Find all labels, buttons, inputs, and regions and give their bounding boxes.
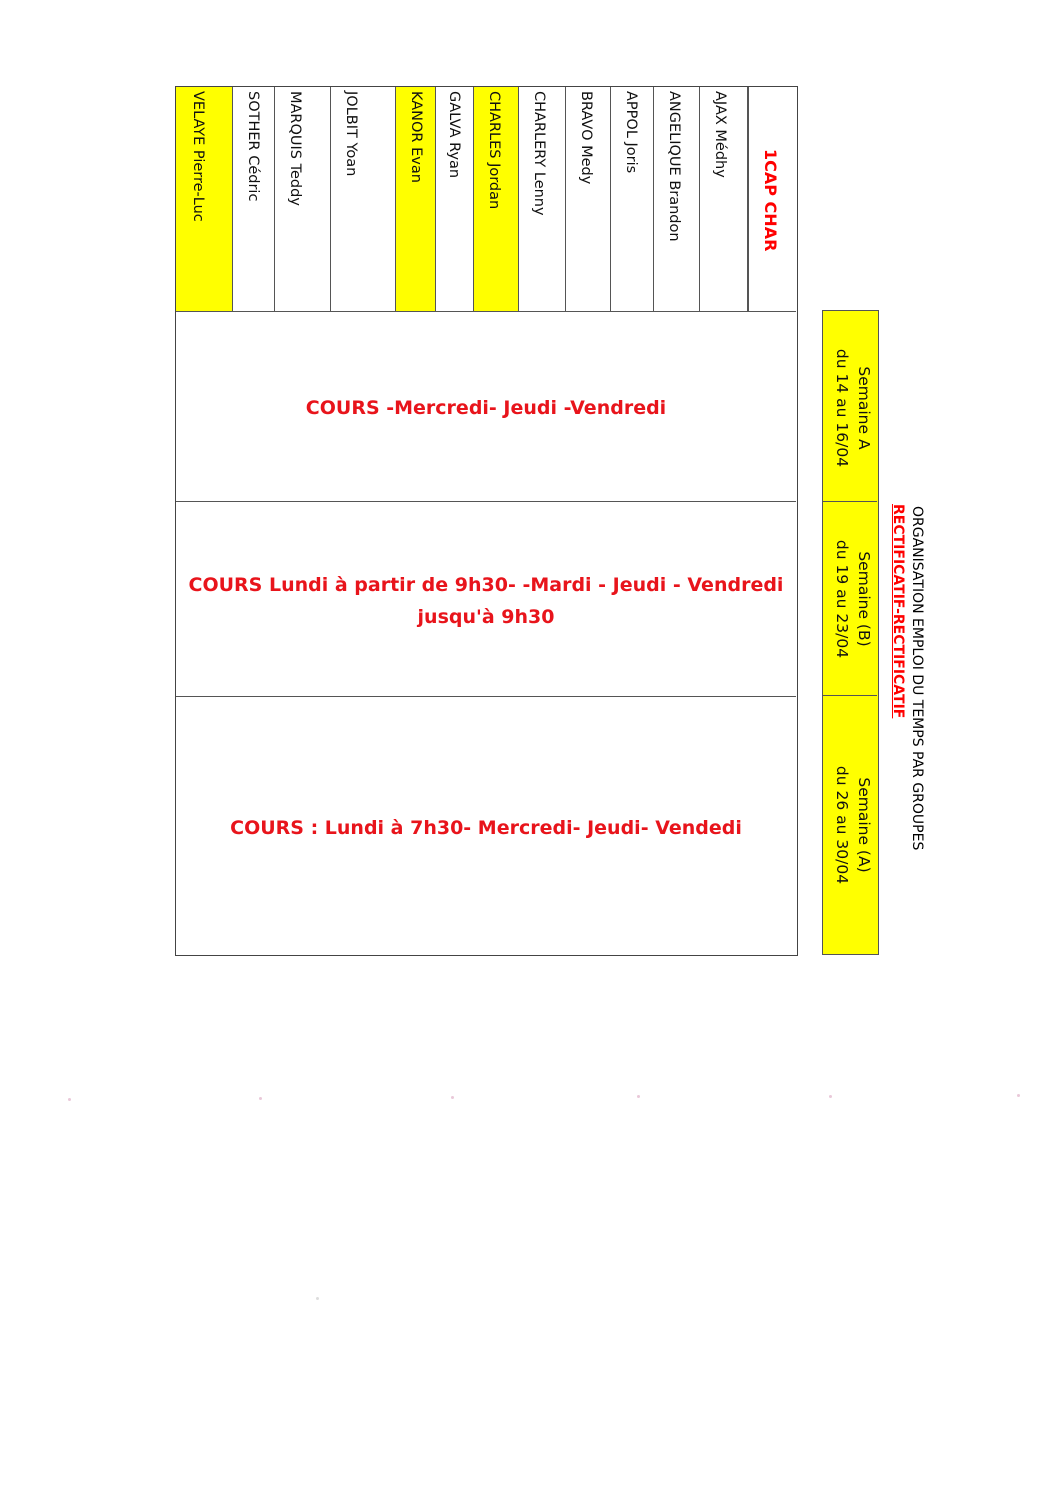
schedule-week-b-line1: COURS Lundi à partir de 9h30- -Mardi - Jeudi - Vendredi bbox=[188, 574, 784, 596]
week-b-label: Semaine (B) bbox=[855, 551, 873, 647]
week-a-dates: du 14 au 16/04 bbox=[833, 348, 851, 468]
student-cell bbox=[566, 87, 611, 311]
scan-mark bbox=[68, 1098, 71, 1101]
week-a-label: Semaine A bbox=[855, 366, 873, 450]
schedule-week-c-text: COURS : Lundi à 7h30- Mercredi- Jeudi- Vendedi bbox=[230, 817, 742, 839]
schedule-week-b bbox=[176, 569, 796, 633]
schedule-week-a-text: COURS -Mercredi- Jeudi -Vendredi bbox=[305, 397, 667, 419]
student-cell bbox=[331, 87, 396, 311]
document-subtitle: RECTIFICATIF-RECTIFICATIF bbox=[890, 504, 906, 719]
student-name: GALVA Ryan bbox=[446, 91, 462, 179]
student-cell bbox=[611, 87, 654, 311]
class-name: 1CAP CHAR bbox=[761, 149, 780, 252]
student-name: KANOR Evan bbox=[408, 91, 424, 183]
student-name: MARQUIS Teddy bbox=[287, 91, 303, 206]
student-cell bbox=[700, 87, 749, 311]
schedule-table bbox=[175, 86, 798, 956]
row-separator bbox=[176, 311, 796, 312]
student-cell bbox=[519, 87, 566, 311]
student-cell bbox=[275, 87, 331, 311]
student-name: BRAVO Medy bbox=[578, 91, 594, 185]
class-header-cell bbox=[747, 87, 797, 311]
scan-mark bbox=[829, 1095, 832, 1098]
student-name: CHARLES Jordan bbox=[486, 91, 502, 210]
student-name: SOTHER Cédric bbox=[245, 91, 261, 202]
document-title-block bbox=[880, 500, 930, 920]
student-name: JOLBIT Yoan bbox=[343, 91, 359, 177]
schedule-week-c bbox=[176, 812, 796, 844]
row-separator bbox=[176, 501, 796, 502]
student-name: CHARLERY Lenny bbox=[531, 91, 547, 216]
week-c-dates: du 26 au 30/04 bbox=[833, 765, 851, 885]
student-name: AJAX Médhy bbox=[712, 91, 728, 178]
student-cell bbox=[233, 87, 275, 311]
student-name: APPOL Joris bbox=[623, 91, 639, 174]
scan-mark bbox=[316, 1297, 319, 1300]
week-c-label: Semaine (A) bbox=[855, 777, 873, 873]
student-cell-highlighted bbox=[474, 87, 519, 311]
schedule-week-b-line2: jusqu'à 9h30 bbox=[417, 606, 555, 628]
schedule-week-a bbox=[176, 392, 796, 424]
scan-mark bbox=[259, 1097, 262, 1100]
document-title: ORGANISATION EMPLOI DU TEMPS PAR GROUPES bbox=[909, 506, 925, 851]
scan-mark bbox=[451, 1096, 454, 1099]
scan-mark bbox=[637, 1095, 640, 1098]
week-panel bbox=[822, 310, 879, 955]
student-name: VELAYE Pierre-Luc bbox=[190, 91, 206, 222]
row-separator bbox=[176, 696, 796, 697]
student-cell bbox=[436, 87, 474, 311]
student-cell bbox=[654, 87, 700, 311]
student-name: ANGELIQUE Brandon bbox=[666, 91, 682, 242]
student-cell-highlighted bbox=[396, 87, 436, 311]
student-cell-highlighted bbox=[176, 87, 233, 311]
week-b-cell bbox=[823, 502, 877, 695]
scan-mark bbox=[1017, 1094, 1020, 1097]
week-a-cell bbox=[823, 311, 877, 501]
week-b-dates: du 19 au 23/04 bbox=[833, 539, 851, 659]
week-c-cell bbox=[823, 696, 877, 954]
